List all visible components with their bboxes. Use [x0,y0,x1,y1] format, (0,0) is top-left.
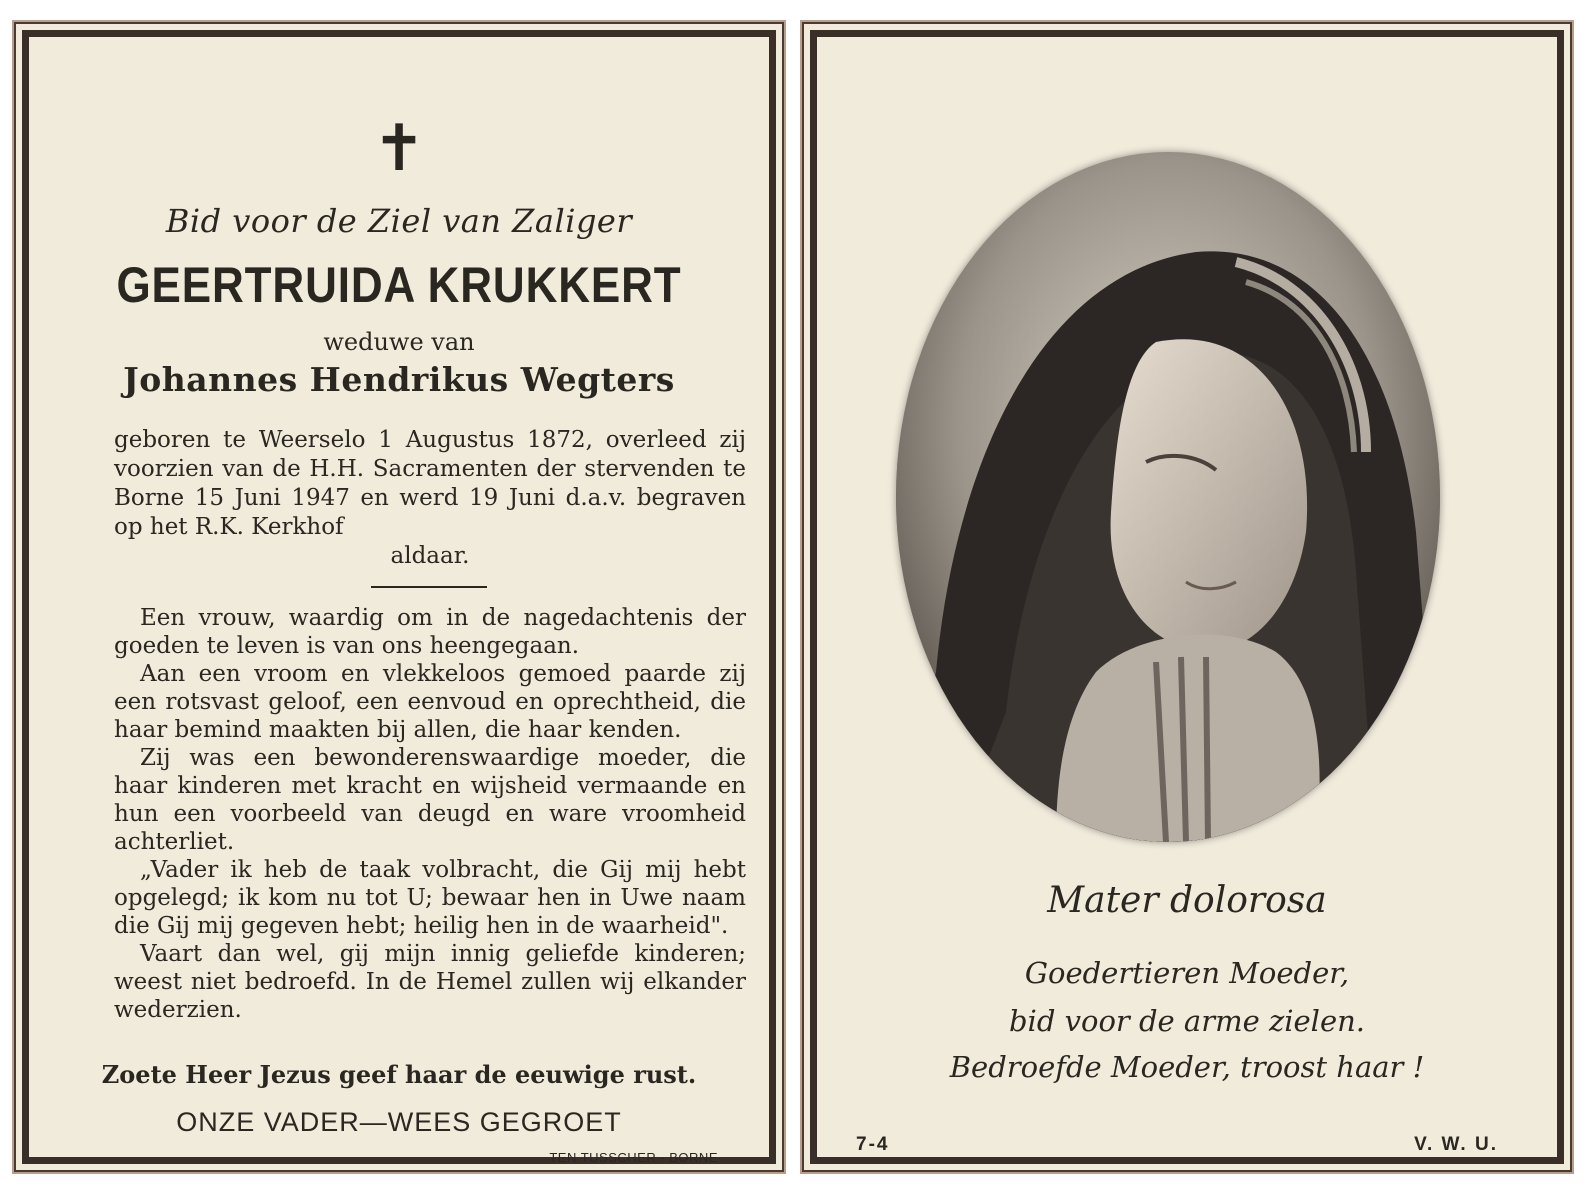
paragraph: Zij was een bewonderenswaardige moeder, die haar kinderen met kracht en wijsheid vermaande en hun een voorbeeld van deugd en ware vroomheid achterliet. [114,745,746,855]
prayers-line: ONZE VADER—WEES GEGROET [176,1107,622,1137]
divider [371,586,487,588]
memorial-text [114,604,746,1024]
printer-credit: TEN TUSSCHER - BORNE [549,1150,718,1165]
deceased-name: GEERTRUIDA KRUKKERT [116,257,682,313]
paragraph: „Vader ik heb de taak volbracht, die Gij mij hebt opgelegd; ik kom nu tot U; bewaar hen in Uwe naam die Gij mij gegeven hebt; heilig hen in de waarheid". [114,857,746,939]
widow-of-label: weduwe van [323,328,475,356]
memorial-card-text-side [14,22,784,1172]
card-code: 7-4 [856,1134,890,1155]
closing-prayer: Zoete Heer Jezus geef haar de eeuwige rust. [101,1060,697,1089]
prayer-heading: Bid voor de Ziel van Zaliger [165,202,633,240]
biography-last-word: aldaar. [390,543,470,569]
image-title: Mater dolorosa [1047,880,1327,921]
paragraph: Vaart dan wel, gij mijn innig geliefde kinderen; weest niet bedroefd. In de Hemel zullen wij elkander wederzien. [114,941,746,1023]
biography-text [114,426,746,571]
biography-main: geboren te Weerselo 1 Augustus 1872, overleed zij voorzien van de H.H. Sacramenten der stervenden te Borne 15 Juni 1947 en werd 19 Juni d.a.v. begraven op het R.K. Kerkhof [114,427,746,540]
verse-line-1: Goedertieren Moeder, [1024,956,1350,990]
cross-icon: ✝ [372,112,426,186]
madonna-illustration [896,152,1440,842]
memorial-card-image-side [802,22,1572,1172]
publisher-mark: V. W. U. [1414,1134,1498,1155]
mater-dolorosa-portrait [896,152,1440,842]
paragraph: Een vrouw, waardig om in de nagedachtenis der goeden te leven is van ons heengegaan. [114,605,746,659]
verse-line-2: bid voor de arme zielen. [1008,1004,1366,1038]
husband-name: Johannes Hendrikus Wegters [123,360,675,399]
verse-line-3: Bedroefde Moeder, troost haar ! [949,1050,1425,1084]
paragraph: Aan een vroom en vlekkeloos gemoed paarde zij een rotsvast geloof, een eenvoud en oprechtheid, die haar bemind maakten bij allen, die haar kenden. [114,661,746,743]
